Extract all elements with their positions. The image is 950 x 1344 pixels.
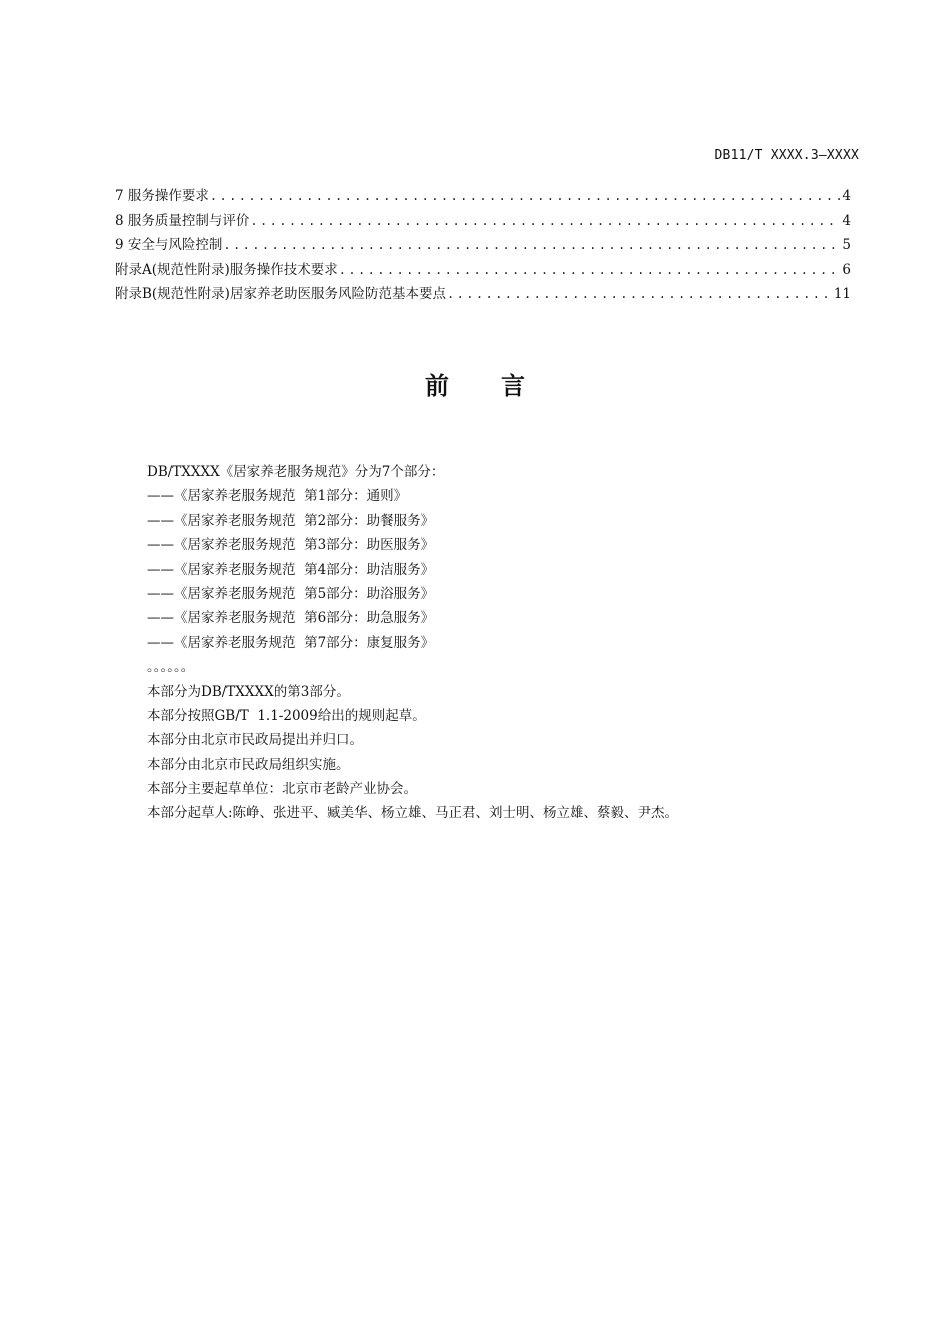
preface-line: ——《居家养老服务规范 第1部分：通则》 — [147, 488, 408, 505]
toc-entry[interactable] — [115, 282, 851, 307]
toc-entry[interactable] — [115, 184, 851, 209]
toc-entry[interactable] — [115, 233, 851, 258]
preface-line: DB/TXXXX《居家养老服务规范》分为7个部分： — [147, 464, 445, 480]
toc-entry-title: 7 服务操作要求 — [115, 188, 209, 204]
preface-line: 。。。。。。 — [147, 659, 195, 676]
preface-line: 本部分按照GB/T 1.1-2009给出的规则起草。 — [147, 707, 426, 724]
toc-dot-leader — [250, 214, 840, 228]
toc-entry[interactable] — [115, 258, 851, 283]
preface-body — [147, 460, 847, 826]
preface-line: 本部分由北京市民政局组织实施。 — [147, 756, 350, 773]
preface-line: ——《居家养老服务规范 第2部分：助餐服务》 — [147, 512, 435, 529]
table-of-contents — [115, 184, 851, 307]
preface-line: ——《居家养老服务规范 第7部分：康复服务》 — [147, 634, 435, 651]
toc-entry[interactable] — [115, 209, 851, 234]
toc-entry-page: 4 — [842, 212, 851, 229]
preface-line: 本部分主要起草单位：北京市老龄产业协会。 — [147, 781, 417, 798]
toc-dot-leader — [223, 238, 840, 252]
toc-dot-leader — [339, 263, 841, 277]
toc-entry-title: 附录B(规范性附录)居家养老助医服务风险防范基本要点 — [115, 286, 446, 302]
toc-entry-title: 9 安全与风险控制 — [115, 237, 223, 253]
toc-entry-page: 11 — [833, 286, 851, 302]
preface-line: 本部分由北京市民政局提出并归口。 — [147, 732, 363, 749]
toc-entry-page: 5 — [842, 237, 851, 253]
preface-heading: 前言 — [425, 372, 577, 400]
preface-line: 本部分为DB/TXXXX的第3部分。 — [147, 683, 350, 700]
toc-entry-page: 4 — [842, 188, 851, 204]
document-code: DB11/T XXXX.3—XXXX — [714, 148, 859, 163]
toc-dot-leader — [210, 189, 841, 203]
preface-line: ——《居家养老服务规范 第5部分：助浴服务》 — [147, 585, 435, 602]
toc-entry-title: 8 服务质量控制与评价 — [115, 212, 250, 229]
toc-entry-page: 6 — [842, 261, 851, 278]
preface-line: ——《居家养老服务规范 第6部分：助急服务》 — [147, 610, 435, 627]
toc-entry-title: 附录A(规范性附录)服务操作技术要求 — [115, 261, 338, 278]
toc-dot-leader — [447, 287, 832, 301]
preface-line: ——《居家养老服务规范 第4部分：助洁服务》 — [147, 561, 435, 578]
preface-line: 本部分起草人:陈峥、张进平、臧美华、杨立雄、马正君、刘士明、杨立雄、蔡毅、尹杰。 — [147, 805, 679, 822]
preface-line: ——《居家养老服务规范 第3部分：助医服务》 — [147, 537, 435, 554]
